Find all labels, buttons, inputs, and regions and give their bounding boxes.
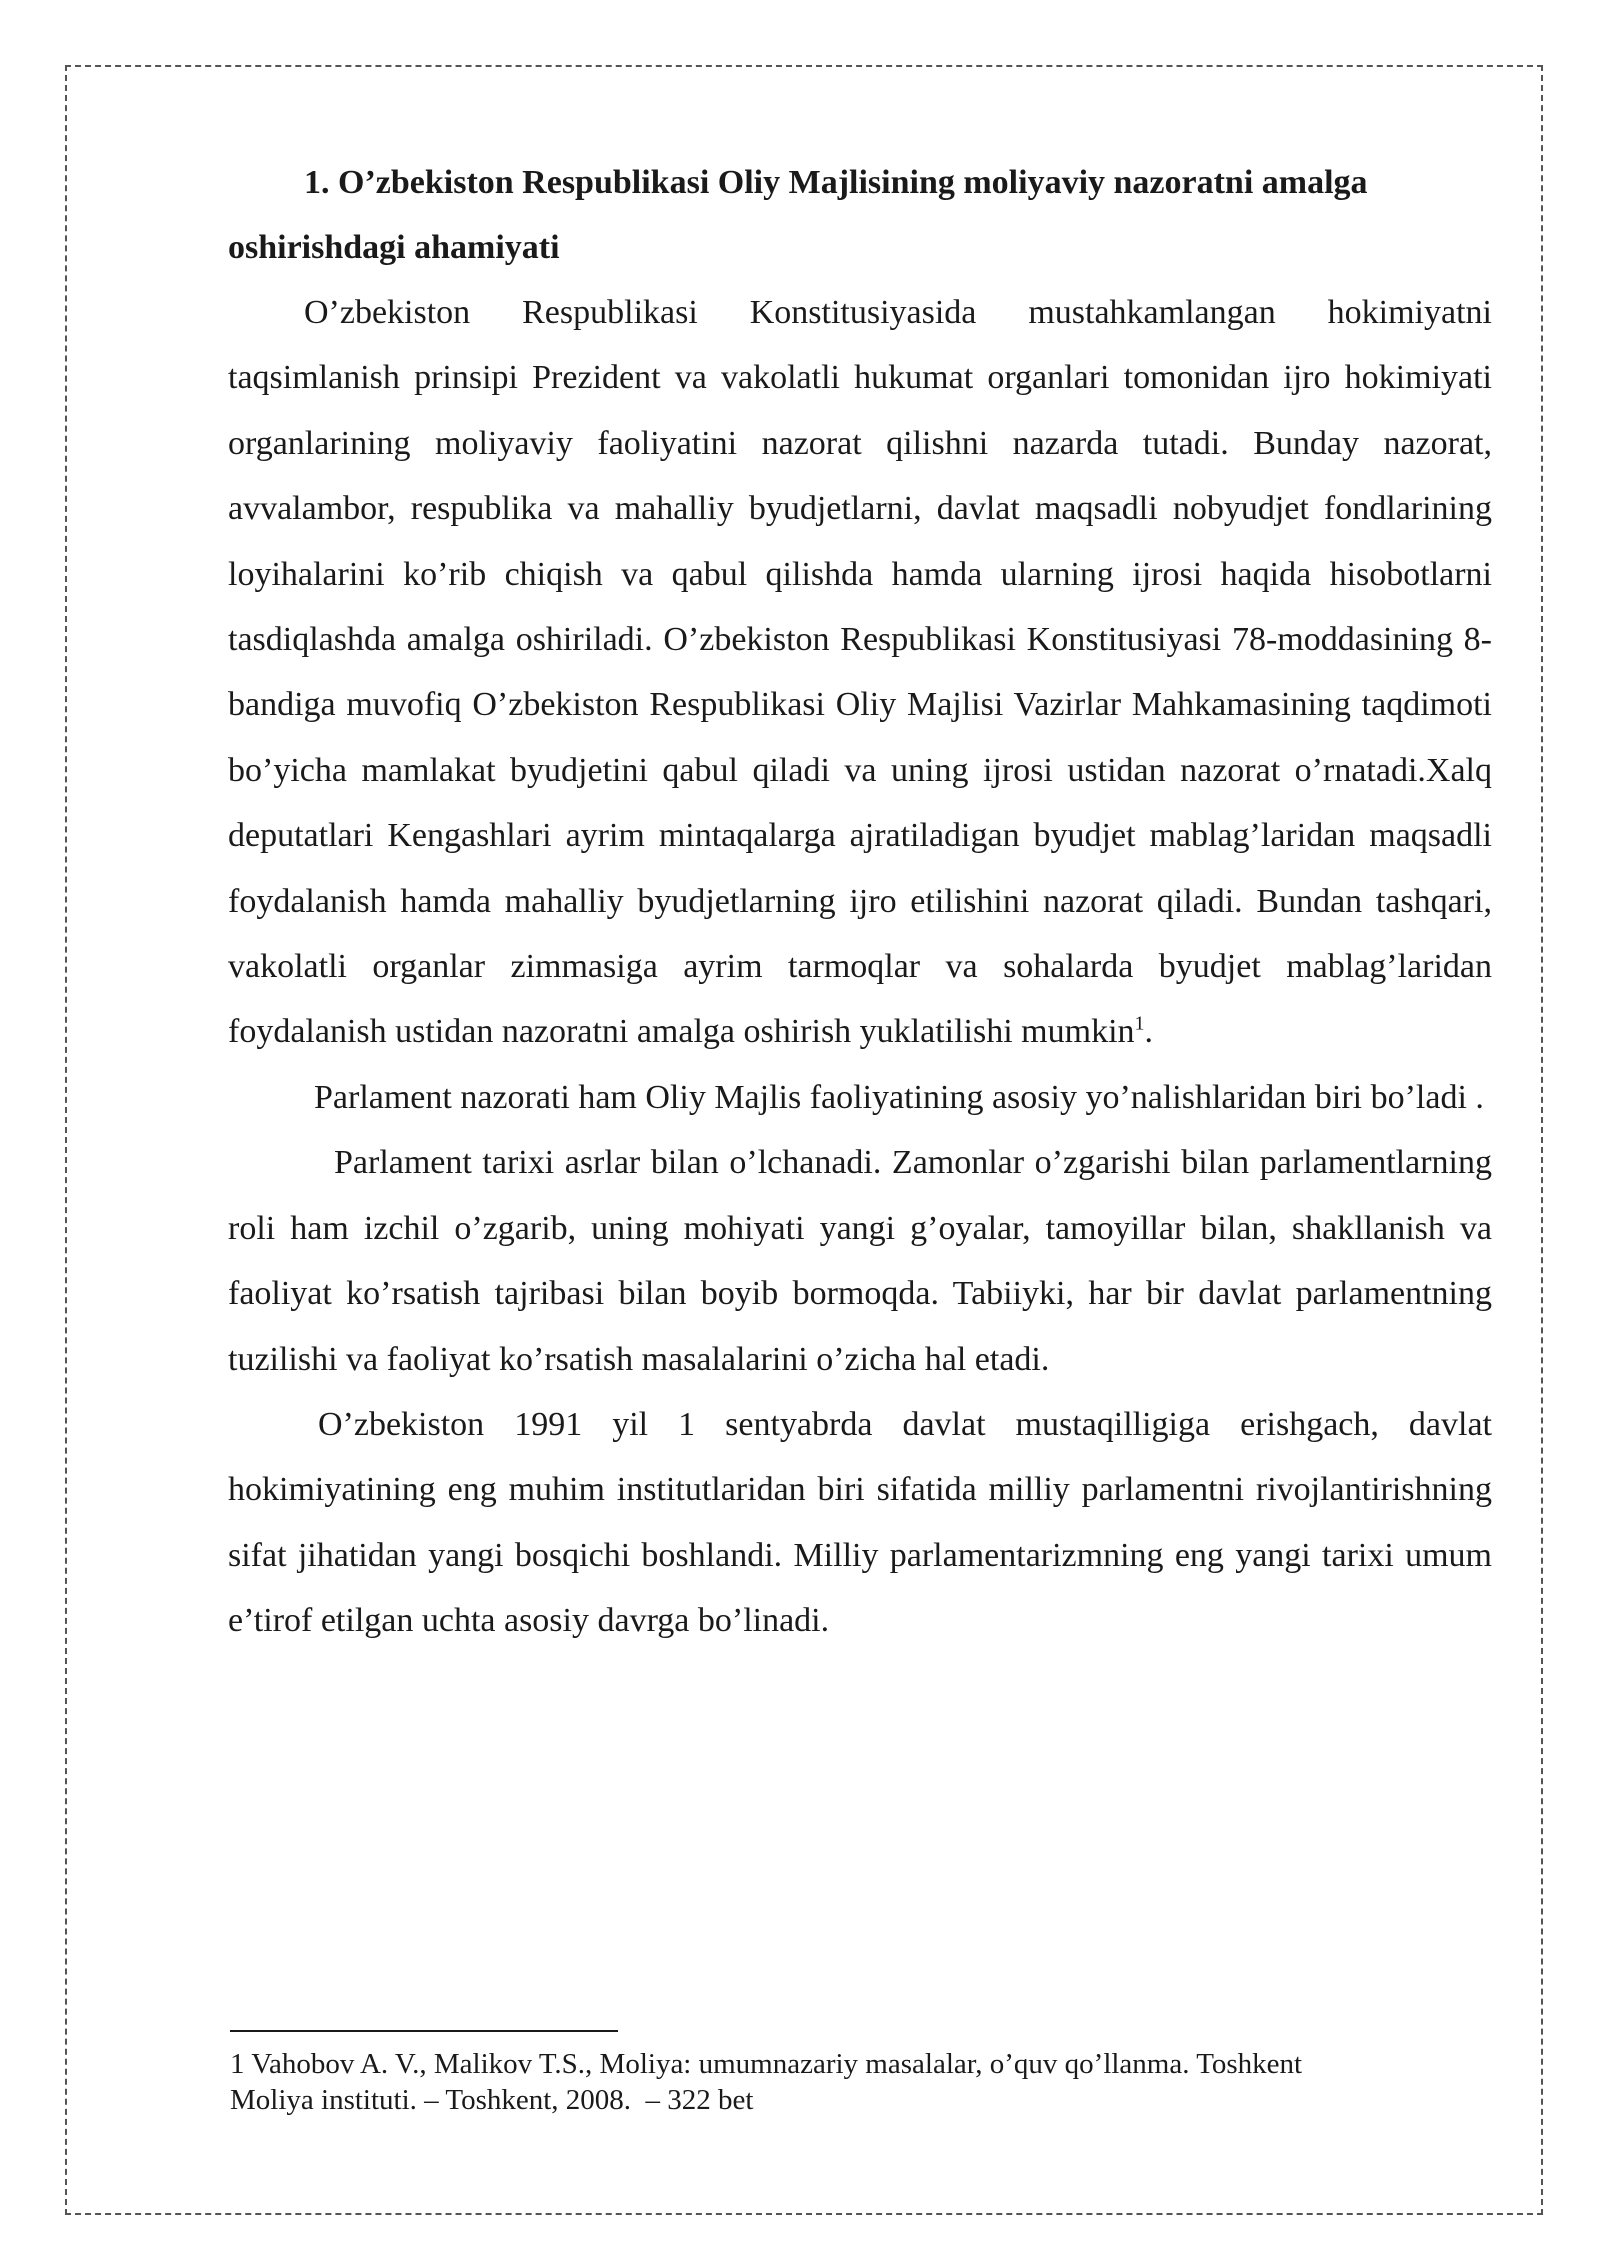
paragraph-1-period: . xyxy=(1144,1013,1154,1051)
footnote-line-2: Moliya instituti. – Toshkent, 2008. – 322 bet xyxy=(230,2084,754,2116)
footnote-reference[interactable]: 1 xyxy=(1134,1013,1145,1036)
footnote-separator xyxy=(230,2030,618,2032)
footnote-line-1: 1 Vahobov A. V., Malikov T.S., Moliya: umumnazariy masalalar, o’quv qo’llanma. Toshkent xyxy=(230,2048,1303,2080)
paragraph-3: Parlament tarixi asrlar bilan o’lchanadi. Zamonlar o’zgarishi bilan parlamentlarning roli ham izchil o’zgarib, uning mohiyati yangi g’oyalar, tamoyillar bilan, shakllanish va faoliyat ko’rsatish tajribasi bilan boyib bormoqda. Tabiiyki, har bir davlat parlamentning tuzilishi va faoliyat ko’rsatish masalalarini o’zicha hal etadi. xyxy=(228,1144,1492,1378)
paragraph-2: Parlament nazorati ham Oliy Majlis faoliyatining asosiy yo’nalishlaridan biri bo’ladi . xyxy=(314,1078,1484,1116)
section-heading xyxy=(228,150,1492,280)
section-heading-text: O’zbekiston Respublikasi Oliy Majlisining moliyaviy nazoratni amalga oshirishdagi ahamiyati xyxy=(228,164,1368,266)
section-heading-number: 1. xyxy=(304,164,330,201)
paragraph-1 xyxy=(228,280,1492,1065)
paragraph-4: O’zbekiston 1991 yil 1 sentyabrda davlat mustaqilligiga erishgach, davlat hokimiyatining eng muhim institutlaridan biri sifatida milliy parlamentni rivojlantirishning sifat jihatidan yangi bosqichi boshlandi. Milliy parlamentarizmning eng yangi tarixi umum e’tirof etilgan uchta asosiy davrga bo’linadi. xyxy=(228,1405,1492,1640)
paragraph-1-text: O’zbekiston Respublikasi Konstitusiyasida mustahkamlangan hokimiyatni taqsimlanish prinsipi Prezident va vakolatli hukumat organlari tomonidan ijro hokimiyati organlarining moliyaviy faoliyatini nazorat qilishni nazarda tutadi. Bunday nazorat, avvalambor, respublika va mahalliy byudjetlarni, davlat maqsadli nobyudjet fondlarining loyihalarini ko’rib chiqish va qabul qilishda hamda ularning ijrosi haqida hisobotlarni tasdiqlashda amalga oshiriladi. O’zbekiston Respublikasi Konstitusiyasi 78-moddasining 8-bandiga muvofiq O’zbekiston Respublikasi Oliy Majlisi Vazirlar Mahkamasining taqdimoti bo’yicha mamlakat byudjetini qabul qiladi va uning ijrosi ustidan nazorat o’rnatadi.Xalq deputatlari Kengashlari ayrim mintaqalarga ajratiladigan byudjet mablag’laridan maqsadli foydalanish hamda mahalliy byudjetlarning ijro etilishini nazorat qiladi. Bundan tashqari, vakolatli organlar zimmasiga ayrim tarmoqlar va sohalarda byudjet mablag’laridan foydalanish ustidan nazoratni amalga oshirish yuklatilishi mumkin xyxy=(228,294,1492,1051)
document-body xyxy=(228,150,1492,1654)
footnote xyxy=(230,2046,1494,2118)
